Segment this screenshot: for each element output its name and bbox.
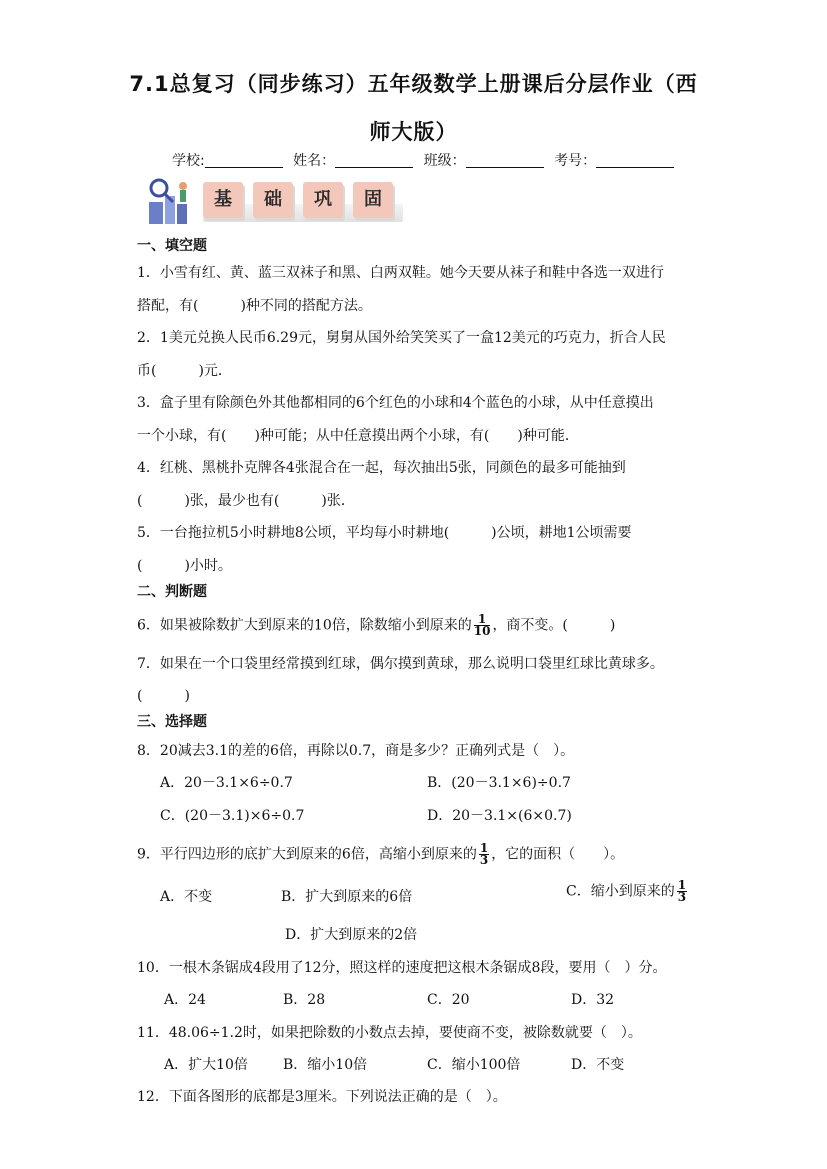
question-12-stem: 12．下面各图形的底都是3厘米。下列说法正确的是（ ）。 [137,1089,507,1105]
school-label: 学校: [172,153,205,169]
question-9-option-a[interactable]: A．不变 [160,889,213,905]
question-8-option-c[interactable]: C．(20－3.1)×6÷0.7 [160,808,305,824]
fraction-one-tenth: $\frac{1}{10}$ [473,612,491,638]
question-9-tail: ，它的面积（ ）。 [491,846,625,863]
question-10-stem: 10．一根木条锯成4段用了12分，照这样的速度把这根木条锯成8段，要用（ ）分。 [137,960,667,976]
class-blank[interactable] [466,153,544,168]
name-label: 姓名： [293,153,336,169]
question-11-option-c[interactable]: C．缩小100倍 [427,1057,521,1073]
question-7-line-2: ( ) [137,688,190,704]
question-9-option-c[interactable] [566,880,689,903]
question-5-line-2: ( )小时。 [137,558,232,574]
question-11-option-a[interactable]: A．扩大10倍 [164,1057,248,1073]
question-2-line-2: 币( )元． [137,363,232,379]
question-9-stem [137,843,624,866]
question-5-line-1: 5．一台拖拉机5小时耕地8公顷，平均每小时耕地( )公顷，耕地1公顷需要 [137,525,632,541]
question-4-line-2: ( )张，最少也有( )张． [137,493,355,509]
question-8-option-b[interactable]: B．(20－3.1×6)÷0.7 [427,775,571,791]
question-6-tail: ，商不变。( ) [492,617,616,634]
section-judge-heading: 二、判断题 [137,584,207,600]
question-3-line-2: 一个小球，有( )种可能；从中任意摸出两个小球，有( )种可能． [137,428,579,444]
question-8-option-d[interactable]: D．20－3.1×(6×0.7) [427,808,572,824]
question-4-line-1: 4．红桃、黑桃扑克牌各4张混合在一起，每次抽出5张，同颜色的最多可能抽到 [137,460,626,476]
question-11-option-d[interactable]: D．不变 [571,1057,625,1073]
question-11-option-b[interactable]: B．缩小10倍 [283,1057,368,1073]
question-10-option-c[interactable]: C．20 [427,992,470,1008]
banner-char-3: 巩 [303,182,343,218]
banner-char-2: 础 [253,182,293,218]
section-choice-heading: 三、选择题 [137,714,207,730]
exam-number-blank[interactable] [596,153,674,168]
question-10-option-d[interactable]: D．32 [571,992,615,1008]
banner-char-1: 基 [203,182,243,218]
question-9-text: 9．平行四边形的底扩大到原来的6倍，高缩小到原来的 [137,846,477,863]
banner-char-4: 固 [353,182,393,218]
question-9-option-d[interactable]: D．扩大到原来的2倍 [285,927,418,943]
name-blank[interactable] [335,153,413,168]
question-10-option-b[interactable]: B．28 [283,992,326,1008]
fraction-one-third: $\frac{1}{3}$ [479,841,489,867]
question-9-option-b[interactable]: B．扩大到原来的6倍 [281,889,413,905]
class-label: 班级： [423,153,466,169]
student-info-row [172,150,680,170]
page-title-continued: 师大版） [369,120,458,144]
question-1-line-1: 1．小雪有红、黄、蓝三双袜子和黑、白两双鞋。她今天要从袜子和鞋中各选一双进行 [137,265,664,281]
question-1-line-2: 搭配，有( )种不同的搭配方法。 [137,298,372,314]
question-11-stem: 11．48.06÷1.2时，如果把除数的小数点去掉，要使商不变，被除数就要（ ）。 [137,1025,642,1041]
question-6 [137,614,615,637]
question-10-option-a[interactable]: A．24 [164,992,206,1008]
school-blank[interactable] [205,153,283,168]
question-6-text: 6．如果被除数扩大到原来的10倍，除数缩小到原来的 [137,617,472,634]
question-8-option-a[interactable]: A．20－3.1×6÷0.7 [160,775,293,791]
section-banner [143,174,403,230]
question-2-line-1: 2．1美元兑换人民币6.29元，舅舅从国外给笑笑买了一盒12美元的巧克力，折合人民 [137,330,666,346]
page-title: 7.1总复习（同步练习）五年级数学上册课后分层作业（西 [129,72,698,96]
question-9-option-c-text: C．缩小到原来的 [566,883,675,900]
book-figure-icon [143,174,199,230]
section-fill-heading: 一、填空题 [137,238,207,254]
question-3-line-1: 3．盒子里有除颜色外其他都相同的6个红色的小球和4个蓝色的小球，从中任意摸出 [137,395,654,411]
fraction-one-third: $\frac{1}{3}$ [677,878,687,904]
question-7-line-1: 7．如果在一个口袋里经常摸到红球，偶尔摸到黄球，那么说明口袋里红球比黄球多。 [137,656,664,672]
question-8-stem: 8．20减去3.1的差的6倍，再除以0.7，商是多少？正确列式是（ ）。 [137,743,575,759]
exam-number-label: 考号： [554,153,597,169]
